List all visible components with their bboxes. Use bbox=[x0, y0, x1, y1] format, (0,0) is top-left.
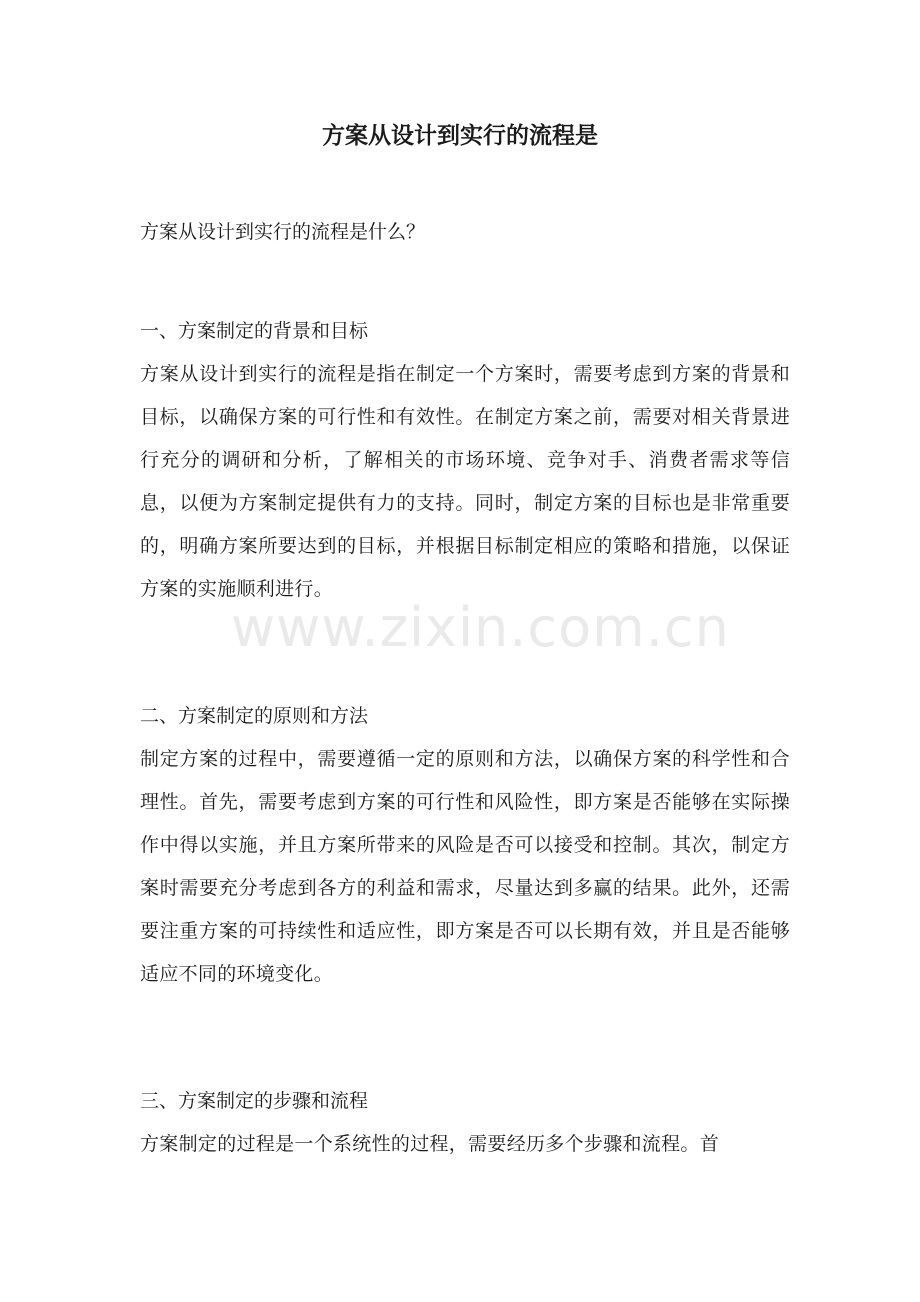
document-title: 方案从设计到实行的流程是 bbox=[322, 122, 598, 149]
intro-question: 方案从设计到实行的流程是什么？ bbox=[140, 221, 426, 243]
section-heading: 二、方案制定的原则和方法 bbox=[140, 705, 369, 727]
section-steps-process bbox=[140, 1083, 790, 1166]
section-paragraph: 方案从设计到实行的流程是指在制定一个方案时，需要考虑到方案的背景和目标，以确保方案的可行性和有效性。在制定方案之前，需要对相关背景进行充分的调研和分析，了解相关的市场环境、竞争对手、消费者需求等信息，以便为方案制定提供有力的支持。同时，制定方案的目标也是非常重要的，明确方案所要达到的目标，并根据目标制定相应的策略和措施，以保证方案的实施顺利进行。 bbox=[140, 363, 790, 600]
section-heading: 一、方案制定的背景和目标 bbox=[140, 320, 369, 342]
section-paragraph: 制定方案的过程中，需要遵循一定的原则和方法，以确保方案的科学性和合理性。首先，需要考虑到方案的可行性和风险性，即方案是否能够在实际操作中得以实施，并且方案所带来的风险是否可以接受和控制。其次，制定方案时需要充分考虑到各方的利益和需求，尽量达到多赢的结果。此外，还需要注重方案的可持续性和适应性，即方案是否可以长期有效，并且是否能够适应不同的环境变化。 bbox=[140, 748, 790, 985]
section-background-goals bbox=[140, 313, 790, 611]
section-principles-methods bbox=[140, 698, 790, 996]
section-paragraph: 方案制定的过程是一个系统性的过程，需要经历多个步骤和流程。首 bbox=[140, 1133, 720, 1155]
section-heading: 三、方案制定的步骤和流程 bbox=[140, 1090, 369, 1112]
watermark: www.zixin.com.cn bbox=[231, 596, 730, 659]
